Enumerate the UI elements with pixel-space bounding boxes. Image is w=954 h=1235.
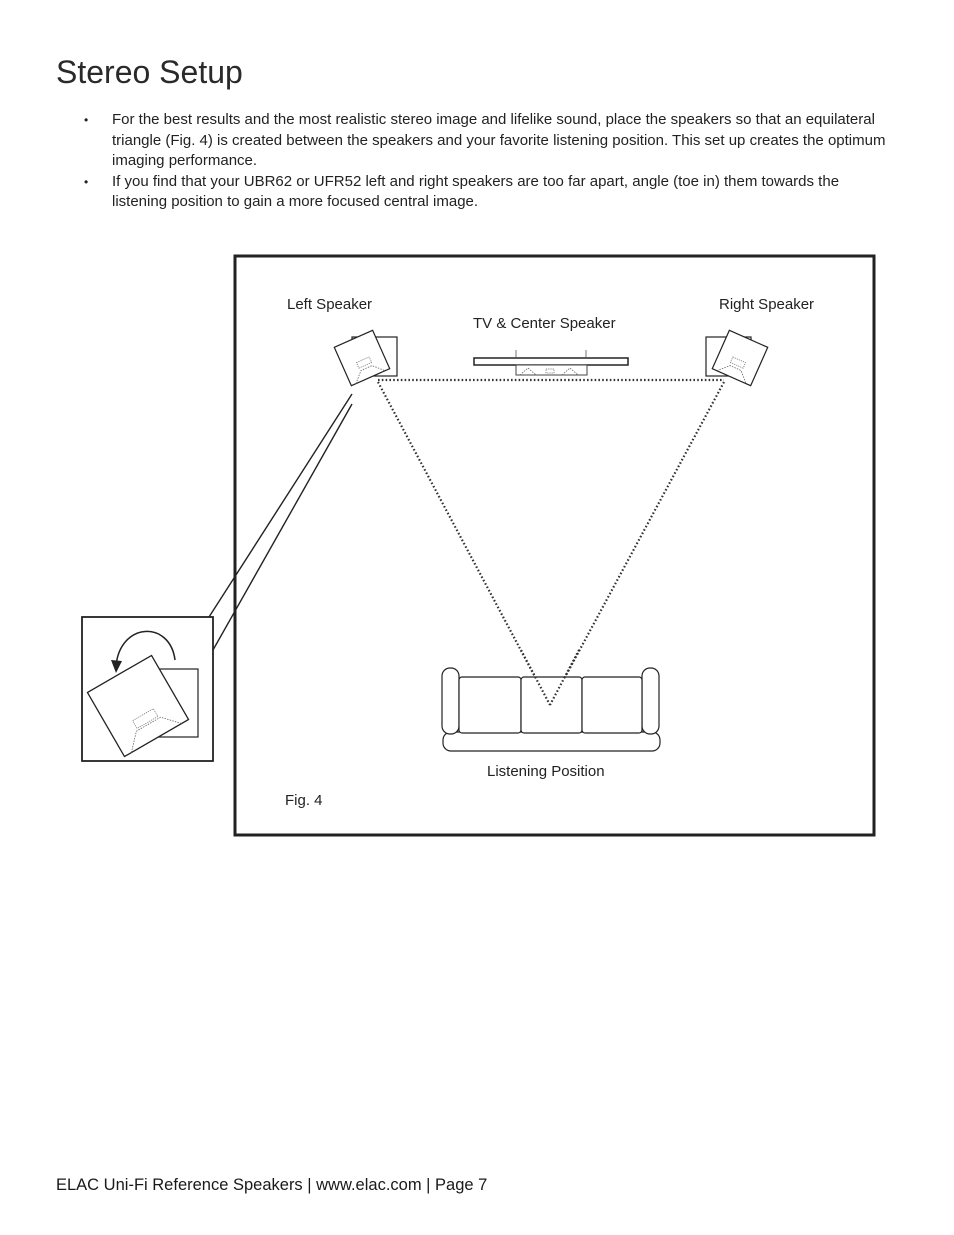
listening-triangle	[378, 380, 724, 705]
right-speaker-icon	[706, 330, 768, 385]
list-item-text: For the best results and the most realistic stereo image and lifelike sound, place the speakers so that an equilateral triangle (Fig. 4) is created between the speakers and your favorite listening position. This set up creates the optimum imaging performance.	[112, 111, 886, 169]
list-item-text: If you find that your UBR62 or UFR52 left and right speakers are too far apart, angle (toe in) them towards the listening position to gain a more focused central image.	[112, 172, 840, 210]
toe-in-detail-inset	[82, 617, 213, 761]
left-speaker-label: Left Speaker	[287, 296, 373, 313]
figure-caption: Fig. 4	[285, 792, 323, 809]
listening-position-label: Listening Position	[487, 763, 605, 780]
left-speaker-icon	[334, 330, 397, 385]
right-speaker-label: Right Speaker	[719, 296, 815, 313]
tv-center-speaker-icon	[474, 350, 628, 375]
bullet-icon: •	[84, 174, 89, 189]
page-title: Stereo Setup	[56, 54, 243, 90]
callout-pointer	[209, 394, 352, 650]
page-footer: ELAC Uni-Fi Reference Speakers | www.elac.com | Page 7	[56, 1176, 488, 1194]
sofa-icon	[442, 668, 660, 751]
center-speaker-label: TV & Center Speaker	[473, 315, 616, 332]
bullet-icon: •	[84, 113, 89, 127]
